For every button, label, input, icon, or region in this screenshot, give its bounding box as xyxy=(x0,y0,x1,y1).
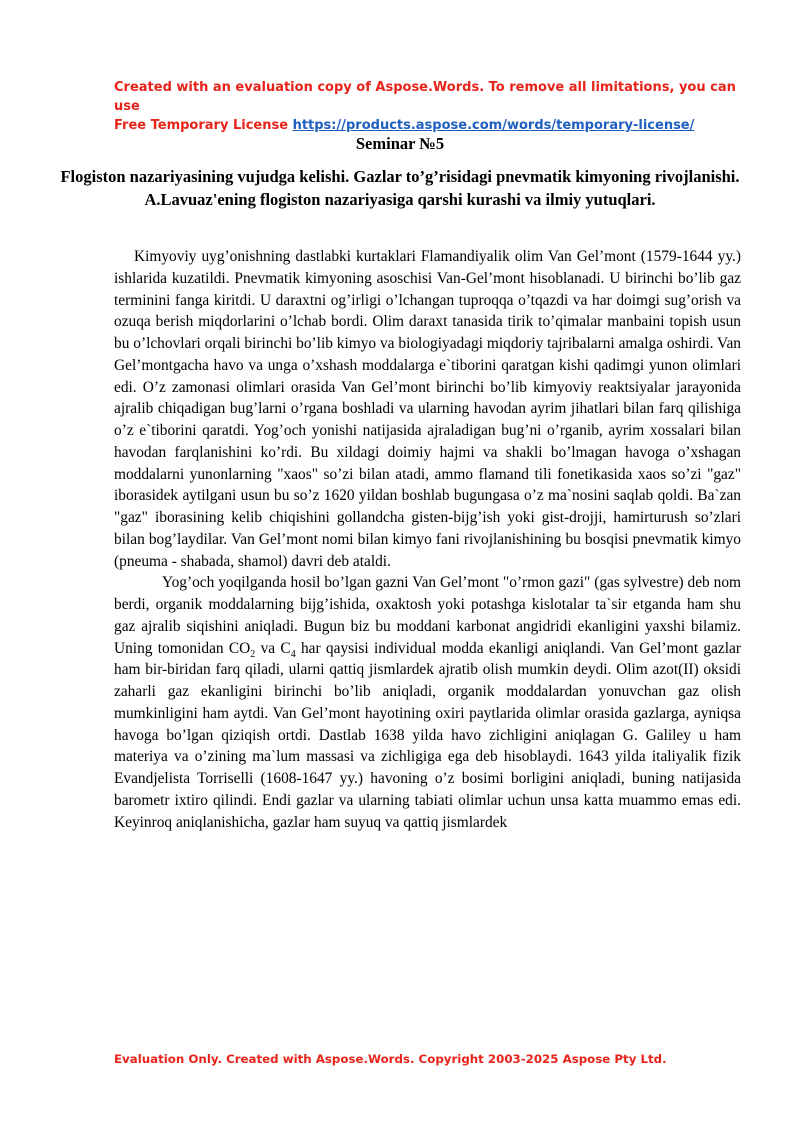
subscript-c4: 4 xyxy=(290,648,296,660)
evaluation-notice xyxy=(114,78,754,135)
subscript-co2: 2 xyxy=(250,648,256,660)
document-body xyxy=(114,246,741,833)
paragraph-2-part-c: har qaysisi individual modda ekanligi aniqlandi. Van Gel’mont gazlar ham bir-biridan farq qiladi, ularni qattiq jismlardek ajratib olish mumkin deydi. Olim azot(II) oksidi zaharli gaz ekanligini birinchi bo’lib aniqladi, organik moddalardan yonuvchan gaz olish mumkinligini ham aytdi. Van Gel’mont hayotining oxiri paytlarida olimlar orasida gazlarga, ayniqsa havoga bo’lgan qiziqish ortdi. Dastlab 1638 yilda havo zichligini aniqlagan G. Galiley u ham materiya va o’zining ma`lum massasi va zichligiga ega deb hisoblaydi. 1643 yilda italiyalik fizik Evandjelista Torriselli (1608-1647 yy.) havoning o’z bosimi borligini aniqladi, buning natijasida barometr ixtiro qilindi. Endi gazlar va ularning tabiati olimlar uchun unsa katta muammo emas edi. Keyinroq aniqlanishicha, gazlar ham suyuq va qattiq jismlardek xyxy=(114,639,741,831)
license-label: Free Temporary License xyxy=(114,118,289,133)
paragraph-2 xyxy=(114,572,741,833)
paragraph-2-part-b: va C xyxy=(255,639,291,657)
evaluation-footer: Evaluation Only. Created with Aspose.Words. Copyright 2003-2025 Aspose Pty Ltd. xyxy=(114,1052,667,1066)
paragraph-1: Kimyoviy uyg’onishning dastlabki kurtaklari Flamandiyalik olim Van Gel’mont (1579-1644 yy.) ishlarida kuzatildi. Pnevmatik kimyoning asoschisi Van-Gel’mont hisoblanadi. U birinchi bo’lib gaz terminini fanga kiritdi. U daraxtni og’irligi o’lchangan tuproqqa o’tqazdi va har doimgi sug’orish va ozuqa berish miqdorlarini o’lchab bordi. Olim daraxt tanasida tirik to’qimalar manbaini topish usun bu o’lchovlari orqali birinchi bo’lib kimyo va biologiyadagi miqdoriy tajribalarni amalga oshirdi. Van Gel’montgacha havo va unga o’xshash moddalarga e`tiborini qaratgan kishi qadimgi yunon olimlari edi. O’z zamonasi olimlari orasida Van Gel’mont birinchi bo’lib kimyoviy reaktsiyalar jarayonida ajralib chiqadigan bug’larni o’rgana boshladi va ularning havodan ayrim jihatlari bilan farq qilishiga o’z e`tiborini qaratdi. Yog’och yonishi natijasida ajraladigan bug’ni o’rganib, ayrim xossalari bilan havodan farqlanishini ko’rdi. Bu xildagi doimiy hajmi va shakli bo’lmagan havoga o’xshagan moddalarni yunonlarning "xaos" so’zi bilan atadi, ammo flamand tili fonetikasida xaos so’zi "gaz" iborasidek aytilgani usun bu so’z 1620 yildan boshlab bugungasa o’z ma`nosini saqlab qoldi. Ba`zan "gaz" iborasining kelib chiqishini gollandcha gisten-bijg’ish yoki gist-drojji, hamirturush so’zlari bilan bog’laydilar. Van Gel’mont nomi bilan kimyo fani rivojlanishining bu bosqisi pnevmatik kimyo (pneuma - shabada, shamol) davri deb ataldi. xyxy=(114,248,741,570)
seminar-title: Seminar №5 xyxy=(355,134,445,153)
evaluation-notice-line1: Created with an evaluation copy of Aspose.Words. To remove all limitations, you can use xyxy=(114,80,736,114)
topic-title: Flogiston nazariyasining vujudga kelishi. Gazlar to’g’risidagi pnevmatik kimyoning rivojlanishi. A.Lavuaz'ening flogiston nazariyasiga qarshi kurashi va ilmiy yutuqlari. xyxy=(60,167,740,209)
license-link[interactable]: https://products.aspose.com/words/temporary-license/ xyxy=(292,118,695,133)
paragraph-2-part-a: Yog’och yoqilganda hosil bo’lgan gazni Van Gel’mont "o’rmon gazi" (gas sylvestre) deb nom berdi, organik moddalarning bijg’ishida, oxaktosh yoki potashga kislotalar ta`sir etganda ham shu gaz ajralib siqishini aniqladi. Bugun biz bu moddani karbonat angidridi ekanligini yaxshi bilamiz. Uning tomonidan CO xyxy=(114,574,741,657)
